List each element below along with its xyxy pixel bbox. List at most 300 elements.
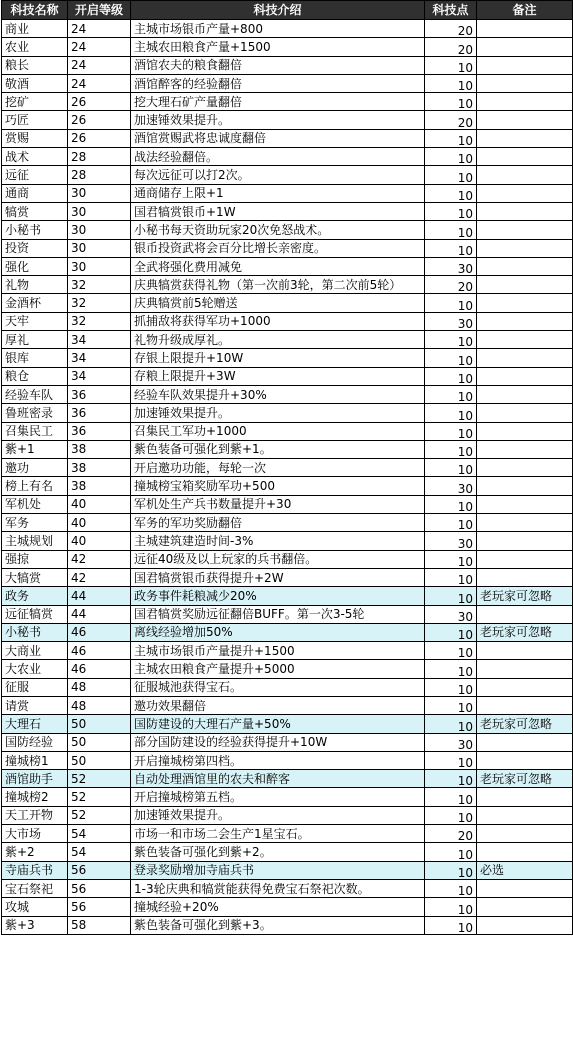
- tech-points-cell: 10: [425, 367, 477, 385]
- tech-points-cell: 10: [425, 404, 477, 422]
- unlock-level-cell: 42: [68, 550, 131, 568]
- unlock-level-cell: 24: [68, 38, 131, 56]
- tech-name-cell: 军机处: [2, 495, 68, 513]
- tech-points-cell: 30: [425, 477, 477, 495]
- table-row: [2, 642, 573, 660]
- unlock-level-cell: 40: [68, 532, 131, 550]
- tech-description-cell: 市场一和市场二会生产1星宝石。: [131, 825, 425, 843]
- tech-points-cell: 10: [425, 587, 477, 605]
- tech-points-cell: 10: [425, 129, 477, 147]
- note-cell: 老玩家可忽略: [477, 770, 573, 788]
- tech-name-cell: 大农业: [2, 660, 68, 678]
- table-row: [2, 367, 573, 385]
- tech-points-cell: 10: [425, 495, 477, 513]
- tech-name-cell: 小秘书: [2, 221, 68, 239]
- table-row: [2, 678, 573, 696]
- note-cell: [477, 202, 573, 220]
- tech-description-cell: 开启邀功功能，每轮一次: [131, 459, 425, 477]
- tech-name-cell: 鲁班密录: [2, 404, 68, 422]
- table-row: [2, 385, 573, 403]
- table-row: [2, 93, 573, 111]
- tech-points-cell: 30: [425, 532, 477, 550]
- unlock-level-cell: 24: [68, 20, 131, 38]
- tech-name-cell: 强掠: [2, 550, 68, 568]
- unlock-level-cell: 32: [68, 312, 131, 330]
- tech-name-cell: 宝石祭祀: [2, 879, 68, 897]
- tech-points-cell: 10: [425, 74, 477, 92]
- unlock-level-cell: 56: [68, 861, 131, 879]
- note-cell: [477, 879, 573, 897]
- tech-description-cell: 主城市场银币产量提升+1500: [131, 642, 425, 660]
- tech-description-cell: 自动处理酒馆里的农夫和醉客: [131, 770, 425, 788]
- unlock-level-cell: 28: [68, 166, 131, 184]
- tech-name-cell: 挖矿: [2, 93, 68, 111]
- table-row: [2, 221, 573, 239]
- tech-name-cell: 邀功: [2, 459, 68, 477]
- unlock-level-cell: 58: [68, 916, 131, 934]
- unlock-level-cell: 34: [68, 331, 131, 349]
- table-row: [2, 294, 573, 312]
- unlock-level-cell: 36: [68, 385, 131, 403]
- table-row: [2, 148, 573, 166]
- tech-description-cell: 礼物升级成厚礼。: [131, 331, 425, 349]
- table-row: [2, 751, 573, 769]
- note-cell: [477, 477, 573, 495]
- table-row: [2, 916, 573, 934]
- table-row: [2, 312, 573, 330]
- unlock-level-cell: 56: [68, 898, 131, 916]
- unlock-level-cell: 36: [68, 404, 131, 422]
- tech-points-cell: 10: [425, 93, 477, 111]
- table-row: [2, 129, 573, 147]
- tech-description-cell: 军务的军功奖励翻倍: [131, 514, 425, 532]
- tech-name-cell: 请赏: [2, 696, 68, 714]
- note-cell: [477, 349, 573, 367]
- tech-name-cell: 经验车队: [2, 385, 68, 403]
- tech-name-cell: 紫+3: [2, 916, 68, 934]
- unlock-level-cell: 56: [68, 879, 131, 897]
- unlock-level-cell: 34: [68, 367, 131, 385]
- table-row: [2, 495, 573, 513]
- table-row: [2, 276, 573, 294]
- tech-points-cell: 10: [425, 751, 477, 769]
- tech-name-cell: 战术: [2, 148, 68, 166]
- table-row: [2, 532, 573, 550]
- tech-description-cell: 庆典犒赏前5轮赠送: [131, 294, 425, 312]
- table-row: [2, 477, 573, 495]
- tech-name-cell: 投资: [2, 239, 68, 257]
- tech-description-cell: 主城市场银币产量+800: [131, 20, 425, 38]
- table-row: [2, 825, 573, 843]
- table-row: [2, 605, 573, 623]
- tech-points-cell: 10: [425, 148, 477, 166]
- tech-description-cell: 银币投资武将会百分比增长亲密度。: [131, 239, 425, 257]
- unlock-level-cell: 42: [68, 568, 131, 586]
- note-cell: [477, 422, 573, 440]
- tech-points-cell: 10: [425, 184, 477, 202]
- tech-description-cell: 全武将强化费用减免: [131, 257, 425, 275]
- tech-description-cell: 战法经验翻倍。: [131, 148, 425, 166]
- tech-points-cell: 10: [425, 440, 477, 458]
- unlock-level-cell: 52: [68, 788, 131, 806]
- tech-points-cell: 10: [425, 898, 477, 916]
- table-row: [2, 550, 573, 568]
- table-row: [2, 422, 573, 440]
- tech-points-cell: 30: [425, 312, 477, 330]
- tech-description-cell: 抓捕敌将获得军功+1000: [131, 312, 425, 330]
- tech-name-cell: 政务: [2, 587, 68, 605]
- tech-description-cell: 通商储存上限+1: [131, 184, 425, 202]
- note-cell: [477, 788, 573, 806]
- tech-description-cell: 主城农田粮食产量+1500: [131, 38, 425, 56]
- note-cell: [477, 733, 573, 751]
- tech-name-cell: 商业: [2, 20, 68, 38]
- tech-points-cell: 10: [425, 459, 477, 477]
- tech-name-cell: 攻城: [2, 898, 68, 916]
- tech-points-cell: 10: [425, 843, 477, 861]
- tech-description-cell: 政务事件耗粮减少20%: [131, 587, 425, 605]
- tech-description-cell: 国防建设的大理石产量+50%: [131, 715, 425, 733]
- tech-points-cell: 10: [425, 788, 477, 806]
- unlock-level-cell: 30: [68, 257, 131, 275]
- table-row: [2, 514, 573, 532]
- table-row: [2, 733, 573, 751]
- tech-name-cell: 粮仓: [2, 367, 68, 385]
- tech-name-cell: 酒馆助手: [2, 770, 68, 788]
- note-cell: [477, 642, 573, 660]
- tech-description-cell: 庆典犒赏获得礼物（第一次前3轮，第二次前5轮）: [131, 276, 425, 294]
- note-cell: [477, 916, 573, 934]
- tech-name-cell: 主城规划: [2, 532, 68, 550]
- tech-description-cell: 每次远征可以打2次。: [131, 166, 425, 184]
- note-cell: [477, 111, 573, 129]
- header-row: [2, 1, 573, 20]
- note-cell: [477, 404, 573, 422]
- table-row: [2, 459, 573, 477]
- tech-points-cell: 10: [425, 806, 477, 824]
- tech-points-cell: 10: [425, 56, 477, 74]
- note-cell: [477, 239, 573, 257]
- table-row: [2, 404, 573, 422]
- note-cell: [477, 696, 573, 714]
- unlock-level-cell: 44: [68, 605, 131, 623]
- note-cell: [477, 166, 573, 184]
- tech-points-cell: 20: [425, 20, 477, 38]
- unlock-level-cell: 52: [68, 770, 131, 788]
- header-unlock-level: 开启等级: [68, 1, 131, 20]
- tech-name-cell: 国防经验: [2, 733, 68, 751]
- unlock-level-cell: 50: [68, 751, 131, 769]
- tech-name-cell: 天牢: [2, 312, 68, 330]
- tech-name-cell: 银库: [2, 349, 68, 367]
- table-row: [2, 166, 573, 184]
- tech-points-cell: 10: [425, 879, 477, 897]
- unlock-level-cell: 36: [68, 422, 131, 440]
- tech-name-cell: 巧匠: [2, 111, 68, 129]
- tech-name-cell: 粮长: [2, 56, 68, 74]
- tech-name-cell: 寺庙兵书: [2, 861, 68, 879]
- tech-name-cell: 厚礼: [2, 331, 68, 349]
- tech-name-cell: 大犒赏: [2, 568, 68, 586]
- tech-points-cell: 30: [425, 733, 477, 751]
- table-row: [2, 806, 573, 824]
- unlock-level-cell: 30: [68, 202, 131, 220]
- table-row: [2, 74, 573, 92]
- table-row: [2, 184, 573, 202]
- tech-name-cell: 小秘书: [2, 623, 68, 641]
- table-row: [2, 623, 573, 641]
- tech-description-cell: 登录奖励增加寺庙兵书: [131, 861, 425, 879]
- tech-points-cell: 10: [425, 696, 477, 714]
- note-cell: [477, 495, 573, 513]
- tech-description-cell: 远征40级及以上玩家的兵书翻倍。: [131, 550, 425, 568]
- tech-name-cell: 撞城榜2: [2, 788, 68, 806]
- tech-points-cell: 10: [425, 568, 477, 586]
- unlock-level-cell: 40: [68, 514, 131, 532]
- unlock-level-cell: 24: [68, 56, 131, 74]
- unlock-level-cell: 26: [68, 111, 131, 129]
- tech-description-cell: 主城建筑建造时间-3%: [131, 532, 425, 550]
- note-cell: [477, 38, 573, 56]
- header-tech-points: 科技点: [425, 1, 477, 20]
- table-row: [2, 56, 573, 74]
- unlock-level-cell: 24: [68, 74, 131, 92]
- unlock-level-cell: 48: [68, 696, 131, 714]
- tech-name-cell: 大商业: [2, 642, 68, 660]
- tech-points-cell: 20: [425, 111, 477, 129]
- unlock-level-cell: 46: [68, 660, 131, 678]
- tech-description-cell: 撞城经验+20%: [131, 898, 425, 916]
- tech-points-cell: 10: [425, 660, 477, 678]
- tech-points-cell: 10: [425, 715, 477, 733]
- tech-points-cell: 10: [425, 861, 477, 879]
- tech-points-cell: 10: [425, 916, 477, 934]
- table-row: [2, 239, 573, 257]
- unlock-level-cell: 38: [68, 459, 131, 477]
- table-row: [2, 202, 573, 220]
- note-cell: [477, 459, 573, 477]
- note-cell: [477, 843, 573, 861]
- unlock-level-cell: 46: [68, 642, 131, 660]
- unlock-level-cell: 38: [68, 440, 131, 458]
- tech-name-cell: 犒赏: [2, 202, 68, 220]
- tech-points-cell: 10: [425, 331, 477, 349]
- tech-points-cell: 10: [425, 422, 477, 440]
- note-cell: [477, 257, 573, 275]
- tech-name-cell: 紫+1: [2, 440, 68, 458]
- tech-name-cell: 农业: [2, 38, 68, 56]
- note-cell: [477, 56, 573, 74]
- tech-description-cell: 国君犒赏银币获得提升+2W: [131, 568, 425, 586]
- note-cell: [477, 440, 573, 458]
- note-cell: [477, 276, 573, 294]
- table-row: [2, 331, 573, 349]
- tech-description-cell: 加速锤效果提升。: [131, 404, 425, 422]
- table-row: [2, 20, 573, 38]
- note-cell: [477, 514, 573, 532]
- tech-points-cell: 10: [425, 349, 477, 367]
- unlock-level-cell: 50: [68, 715, 131, 733]
- note-cell: [477, 93, 573, 111]
- tech-points-cell: 10: [425, 623, 477, 641]
- tech-name-cell: 远征: [2, 166, 68, 184]
- tech-description-cell: 紫色装备可强化到紫+1。: [131, 440, 425, 458]
- note-cell: 老玩家可忽略: [477, 715, 573, 733]
- header-tech-description: 科技介绍: [131, 1, 425, 20]
- table-row: [2, 257, 573, 275]
- table-row: [2, 568, 573, 586]
- note-cell: [477, 532, 573, 550]
- tech-description-cell: 存银上限提升+10W: [131, 349, 425, 367]
- note-cell: 必选: [477, 861, 573, 879]
- unlock-level-cell: 46: [68, 623, 131, 641]
- note-cell: [477, 678, 573, 696]
- tech-name-cell: 远征犒赏: [2, 605, 68, 623]
- tech-description-cell: 存粮上限提升+3W: [131, 367, 425, 385]
- tech-description-cell: 军机处生产兵书数量提升+30: [131, 495, 425, 513]
- note-cell: [477, 751, 573, 769]
- note-cell: 老玩家可忽略: [477, 623, 573, 641]
- note-cell: [477, 148, 573, 166]
- unlock-level-cell: 54: [68, 825, 131, 843]
- tech-name-cell: 紫+2: [2, 843, 68, 861]
- tech-description-cell: 小秘书每天资助玩家20次免怒战术。: [131, 221, 425, 239]
- note-cell: [477, 20, 573, 38]
- tech-points-cell: 10: [425, 642, 477, 660]
- note-cell: [477, 806, 573, 824]
- tech-description-cell: 部分国防建设的经验获得提升+10W: [131, 733, 425, 751]
- note-cell: [477, 312, 573, 330]
- unlock-level-cell: 34: [68, 349, 131, 367]
- tech-points-cell: 10: [425, 385, 477, 403]
- tech-name-cell: 军务: [2, 514, 68, 532]
- unlock-level-cell: 32: [68, 276, 131, 294]
- note-cell: [477, 221, 573, 239]
- tech-points-cell: 10: [425, 202, 477, 220]
- tech-description-cell: 征服城池获得宝石。: [131, 678, 425, 696]
- table-row: [2, 38, 573, 56]
- note-cell: [477, 898, 573, 916]
- note-cell: [477, 129, 573, 147]
- unlock-level-cell: 30: [68, 184, 131, 202]
- tech-description-cell: 酒馆醉客的经验翻倍: [131, 74, 425, 92]
- unlock-level-cell: 52: [68, 806, 131, 824]
- tech-description-cell: 1-3轮庆典和犒赏能获得免费宝石祭祀次数。: [131, 879, 425, 897]
- tech-points-cell: 10: [425, 678, 477, 696]
- tech-description-cell: 经验车队效果提升+30%: [131, 385, 425, 403]
- tech-points-cell: 10: [425, 166, 477, 184]
- table-row: [2, 440, 573, 458]
- tech-table: [1, 0, 573, 935]
- tech-name-cell: 通商: [2, 184, 68, 202]
- tech-points-cell: 30: [425, 257, 477, 275]
- tech-name-cell: 召集民工: [2, 422, 68, 440]
- note-cell: [477, 568, 573, 586]
- tech-name-cell: 大市场: [2, 825, 68, 843]
- tech-name-cell: 撞城榜1: [2, 751, 68, 769]
- tech-name-cell: 天工开物: [2, 806, 68, 824]
- tech-points-cell: 20: [425, 38, 477, 56]
- tech-description-cell: 主城农田粮食产量提升+5000: [131, 660, 425, 678]
- note-cell: [477, 331, 573, 349]
- unlock-level-cell: 44: [68, 587, 131, 605]
- unlock-level-cell: 54: [68, 843, 131, 861]
- table-row: [2, 843, 573, 861]
- unlock-level-cell: 50: [68, 733, 131, 751]
- unlock-level-cell: 48: [68, 678, 131, 696]
- tech-points-cell: 10: [425, 770, 477, 788]
- tech-description-cell: 酒馆农夫的粮食翻倍: [131, 56, 425, 74]
- tech-name-cell: 榜上有名: [2, 477, 68, 495]
- tech-description-cell: 挖大理石矿产量翻倍: [131, 93, 425, 111]
- table-row: [2, 861, 573, 879]
- note-cell: [477, 825, 573, 843]
- table-row: [2, 587, 573, 605]
- note-cell: [477, 74, 573, 92]
- tech-name-cell: 赏赐: [2, 129, 68, 147]
- tech-description-cell: 邀功效果翻倍: [131, 696, 425, 714]
- table-row: [2, 770, 573, 788]
- unlock-level-cell: 30: [68, 239, 131, 257]
- tech-description-cell: 开启撞城榜第四档。: [131, 751, 425, 769]
- tech-points-cell: 10: [425, 239, 477, 257]
- unlock-level-cell: 30: [68, 221, 131, 239]
- header-note: 备注: [477, 1, 573, 20]
- note-cell: [477, 184, 573, 202]
- tech-description-cell: 酒馆赏赐武将忠诚度翻倍: [131, 129, 425, 147]
- tech-points-cell: 10: [425, 514, 477, 532]
- tech-description-cell: 国君犒赏银币+1W: [131, 202, 425, 220]
- tech-description-cell: 加速锤效果提升。: [131, 111, 425, 129]
- tech-points-cell: 10: [425, 221, 477, 239]
- table-row: [2, 696, 573, 714]
- tech-points-cell: 10: [425, 550, 477, 568]
- unlock-level-cell: 26: [68, 129, 131, 147]
- table-row: [2, 111, 573, 129]
- tech-points-cell: 10: [425, 294, 477, 312]
- tech-name-cell: 金酒杯: [2, 294, 68, 312]
- tech-name-cell: 大理石: [2, 715, 68, 733]
- tech-description-cell: 撞城榜宝箱奖励军功+500: [131, 477, 425, 495]
- unlock-level-cell: 28: [68, 148, 131, 166]
- table-row: [2, 879, 573, 897]
- unlock-level-cell: 26: [68, 93, 131, 111]
- table-row: [2, 349, 573, 367]
- tech-points-cell: 20: [425, 276, 477, 294]
- tech-description-cell: 召集民工军功+1000: [131, 422, 425, 440]
- unlock-level-cell: 32: [68, 294, 131, 312]
- tech-name-cell: 征服: [2, 678, 68, 696]
- table-row: [2, 660, 573, 678]
- tech-name-cell: 敬酒: [2, 74, 68, 92]
- tech-name-cell: 强化: [2, 257, 68, 275]
- table-row: [2, 898, 573, 916]
- note-cell: [477, 294, 573, 312]
- unlock-level-cell: 38: [68, 477, 131, 495]
- table-row: [2, 788, 573, 806]
- unlock-level-cell: 40: [68, 495, 131, 513]
- header-tech-name: 科技名称: [2, 1, 68, 20]
- tech-description-cell: 离线经验增加50%: [131, 623, 425, 641]
- note-cell: [477, 367, 573, 385]
- tech-points-cell: 30: [425, 605, 477, 623]
- tech-description-cell: 开启撞城榜第五档。: [131, 788, 425, 806]
- tech-description-cell: 国君犒赏奖励远征翻倍BUFF。第一次3-5轮: [131, 605, 425, 623]
- note-cell: 老玩家可忽略: [477, 587, 573, 605]
- table-row: [2, 715, 573, 733]
- tech-description-cell: 加速锤效果提升。: [131, 806, 425, 824]
- tech-description-cell: 紫色装备可强化到紫+2。: [131, 843, 425, 861]
